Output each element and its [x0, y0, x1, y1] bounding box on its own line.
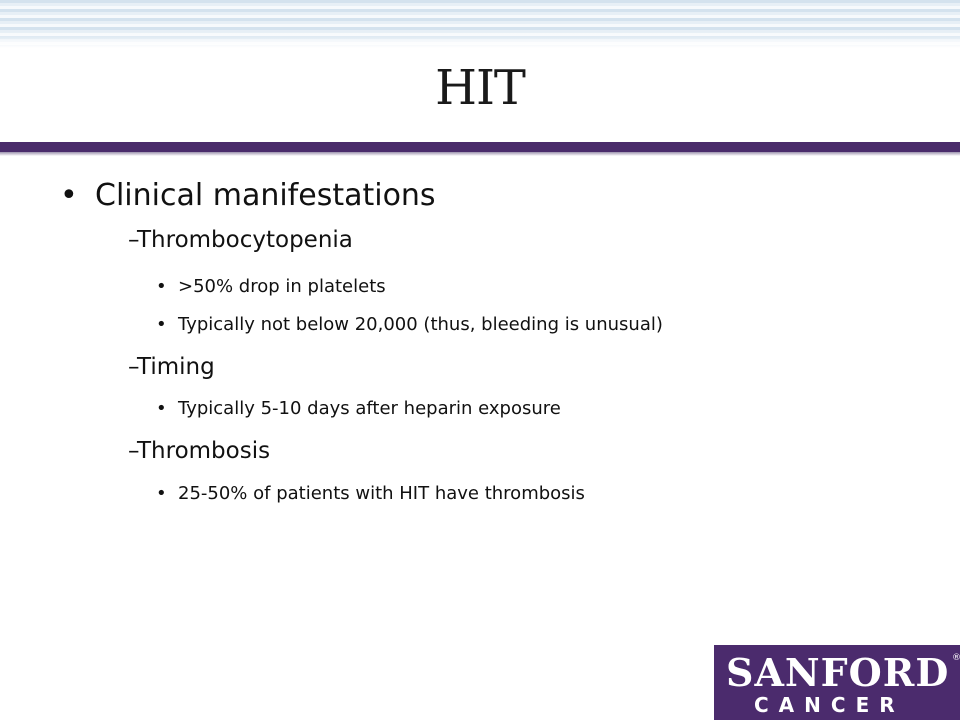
bullet-text: Timing — [137, 354, 215, 380]
bullet-text: Clinical manifestations — [95, 178, 436, 213]
bullet-marker: • — [156, 483, 167, 504]
bullet-marker: • — [60, 178, 78, 213]
sanford-cancer-logo — [714, 645, 960, 720]
sub-bullet-item — [128, 354, 215, 380]
registered-mark: ® — [952, 653, 961, 663]
dash-marker: – — [128, 438, 140, 464]
logo-wordmark: SANFORD — [726, 650, 950, 695]
bullet-text: Thrombosis — [137, 438, 271, 464]
bullet-text: 25-50% of patients with HIT have thrombosis — [178, 483, 585, 504]
bullet-text: Typically not below 20,000 (thus, bleeding is unusual) — [178, 314, 663, 335]
dash-marker: – — [128, 354, 140, 380]
sub-bullet-item — [128, 227, 353, 253]
sub-sub-bullet-item — [156, 483, 585, 504]
bullet-marker: • — [156, 314, 167, 335]
bullet-text: >50% drop in platelets — [178, 276, 386, 297]
bullet-text: Typically 5-10 days after heparin exposure — [178, 398, 561, 419]
dash-marker: – — [128, 227, 140, 253]
sub-bullet-item — [128, 438, 270, 464]
bullet-marker: • — [156, 276, 167, 297]
bullet-item — [60, 178, 436, 213]
sub-sub-bullet-item — [156, 398, 561, 419]
sub-sub-bullet-item — [156, 314, 663, 335]
bullet-text: Thrombocytopenia — [137, 227, 353, 253]
sub-sub-bullet-item — [156, 276, 386, 297]
logo-subtitle: CANCER — [754, 693, 905, 717]
bullet-marker: • — [156, 398, 167, 419]
slide-title: HIT — [435, 60, 525, 116]
